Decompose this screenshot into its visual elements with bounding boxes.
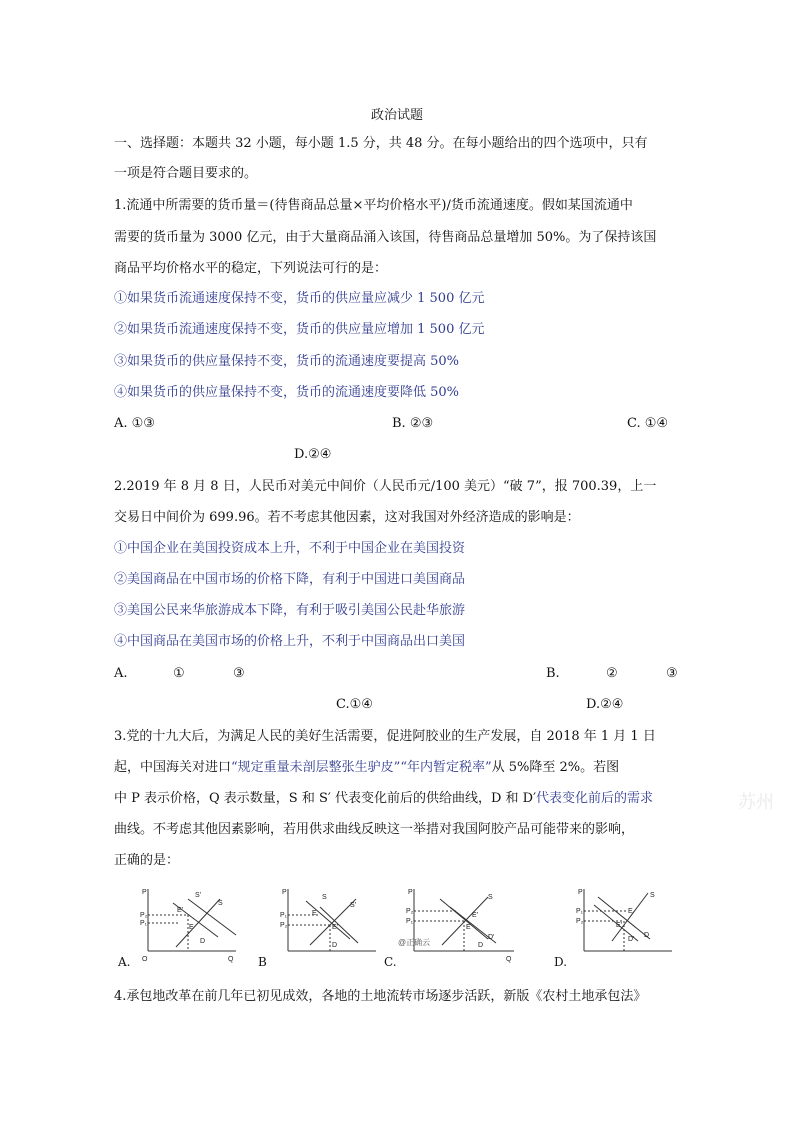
graph-b-figure — [258, 885, 380, 967]
graph-d-d2: D′ — [628, 936, 635, 943]
page-title: 政治试题 — [370, 108, 423, 123]
graph-c-e: E — [466, 924, 471, 931]
graph-a-axis-q: Q — [228, 956, 234, 963]
graph-a-p2: P₂ — [140, 912, 148, 919]
q3-stem-line-2 — [114, 758, 619, 778]
graph-c-axis-q: Q — [506, 956, 512, 963]
graph-b-axis-p: P — [282, 889, 287, 896]
graph-b-s2: S′ — [350, 902, 356, 909]
graph-d-label: D. — [554, 955, 568, 969]
q1-item-4: ④如果货币的供应量保持不变，货币的流通速度要降低 50% — [114, 385, 460, 400]
q2-option-d: D.②④ — [586, 697, 624, 712]
section-header-line-1: 一、选择题：本题共 32 小题，每小题 1.5 分，共 48 分。在每小题给出的四个选项中，只有 — [114, 136, 648, 151]
q1-stem-line-1: 1.流通中所需要的货币量＝(待售商品总量×平均价格水平)/货币流通速度。假如某国流通中 — [114, 198, 633, 213]
graph-c-axis-p: P — [408, 889, 413, 896]
graph-c-watermark: @正确云 — [398, 938, 431, 947]
q1-option-c: C. ①④ — [627, 416, 669, 431]
q2-option-a-item-1: ① — [173, 666, 185, 681]
q1-item-2: ②如果货币流通速度保持不变，货币的供应量应增加 1 500 亿元 — [114, 322, 485, 337]
watermark-text: 苏州 — [738, 792, 774, 813]
q2-option-c: C.①④ — [336, 697, 373, 712]
q3-stem-text: 起，中国海关对进口 — [114, 760, 232, 775]
q2-item-4: ④中国商品在美国市场的价格上升，不利于中国商品出口美国 — [114, 634, 466, 649]
q3-stem-text: 从 5%降至 2%。若图 — [491, 760, 620, 775]
graph-a-e2: E′ — [177, 907, 183, 914]
graph-c-figure — [384, 885, 518, 967]
q1-option-a: A. ①③ — [114, 416, 155, 431]
q1-stem-line-2: 需要的货币量为 3000 亿元，由于大量商品涌入该国，待售商品总量增加 50%。为了保持该国 — [114, 230, 657, 245]
graph-b-e: E — [312, 910, 317, 917]
q3-stem-line-1: 3.党的十九大后，为满足人民的美好生活需要，促进阿胶业的生产发展，自 2018 年 1 月 1 日 — [114, 729, 656, 744]
q3-stem-line-3 — [114, 789, 653, 809]
q3-stem-text: 中 P 表示价格，Q 表示数量，S 和 S′ 代表变化前后的供给曲线，D 和 D′ — [114, 791, 537, 806]
q3-stem-blue: 代表变化前后的需求 — [536, 791, 654, 806]
graph-a-e: E — [189, 924, 194, 931]
graph-b-s: S — [322, 894, 327, 901]
q2-item-2: ②美国商品在中国市场的价格下降，有利于中国进口美国商品 — [114, 572, 466, 587]
graph-d-p2: P₂ — [576, 918, 584, 925]
graph-c-d2: D′ — [488, 934, 495, 941]
graph-d-figure — [554, 885, 676, 967]
q2-item-3: ③美国公民来华旅游成本下降，有利于吸引美国公民赴华旅游 — [114, 603, 466, 618]
graph-a-origin: O — [142, 956, 148, 963]
graph-d-s: S — [650, 892, 655, 899]
q1-option-d: D.②④ — [294, 447, 332, 462]
graph-a-figure — [118, 885, 240, 967]
graph-b-e2: E′ — [332, 924, 338, 931]
q2-option-b-item-1: ② — [606, 666, 618, 681]
graph-d-axis-p: P — [578, 889, 583, 896]
graph-c-p1: P₁ — [406, 918, 414, 925]
q3-stem-line-4: 曲线。不考虑其他因素影响，若用供求曲线反映这一举措对我国阿胶产品可能带来的影响， — [114, 822, 635, 837]
graph-a-d: D — [200, 938, 206, 945]
q1-item-3: ③如果货币的供应量保持不变，货币的流通速度要提高 50% — [114, 354, 460, 369]
q2-option-b-letter: B. — [546, 666, 560, 681]
q3-stem-line-5: 正确的是： — [114, 853, 180, 868]
q1-stem-line-3: 商品平均价格水平的稳定，下列说法可行的是： — [114, 261, 388, 276]
graph-a-axis-p: P — [142, 889, 147, 896]
graph-c-s: S — [488, 894, 493, 901]
q2-stem-line-2: 交易日中间价为 699.96。若不考虑其他因素，这对我国对外经济造成的影响是： — [114, 510, 580, 525]
graph-b-p1: P₁ — [280, 912, 288, 919]
graph-d-p1: P₁ — [576, 908, 584, 915]
graph-d-d: D — [644, 932, 650, 939]
graph-b-p2: P₂ — [280, 922, 288, 929]
graph-c-label: C. — [384, 955, 397, 969]
q2-item-1: ①中国企业在美国投资成本上升，不利于中国企业在美国投资 — [114, 541, 466, 556]
section-header-line-2: 一项是符合题目要求的。 — [114, 166, 258, 181]
graph-b-label: B — [258, 955, 267, 969]
graph-c-e2: E′ — [472, 912, 478, 919]
q2-option-a-item-2: ③ — [233, 666, 245, 681]
graph-c — [384, 885, 518, 967]
q3-quoted-goods: “规定重量未剖层整张生驴皮” — [231, 760, 401, 775]
graph-b-d: D — [332, 942, 338, 949]
graph-a-s2: S′ — [195, 892, 201, 899]
graph-a-label: A. — [118, 955, 131, 969]
q4-stem-line-1: 4.承包地改革在前几年已初见成效，各地的土地流转市场逐步活跃，新版《农村土地承包法》 — [114, 989, 647, 1004]
q3-quoted-tax: “年内暂定税率” — [400, 760, 492, 775]
q1-item-1: ①如果货币流通速度保持不变，货币的供应量应减少 1 500 亿元 — [114, 291, 485, 306]
graph-d-e2: E′ — [616, 922, 622, 929]
graph-a-s: S — [218, 900, 223, 907]
q2-option-b-item-2: ③ — [666, 666, 678, 681]
graph-b — [258, 885, 380, 967]
graph-c-d: D — [478, 942, 484, 949]
graph-a — [118, 885, 240, 967]
graph-c-p2: P₂ — [406, 908, 414, 915]
q2-option-a-letter: A. — [114, 666, 128, 681]
graph-a-p1: P₁ — [140, 920, 148, 927]
q1-option-b: B. ②③ — [392, 416, 434, 431]
graph-d — [554, 885, 676, 967]
q2-stem-line-1: 2.2019 年 8 月 8 日，人民币对美元中间价（人民币元/100 美元）“破 7”，报 700.39，上一 — [114, 479, 657, 494]
graph-d-e: E — [628, 908, 633, 915]
